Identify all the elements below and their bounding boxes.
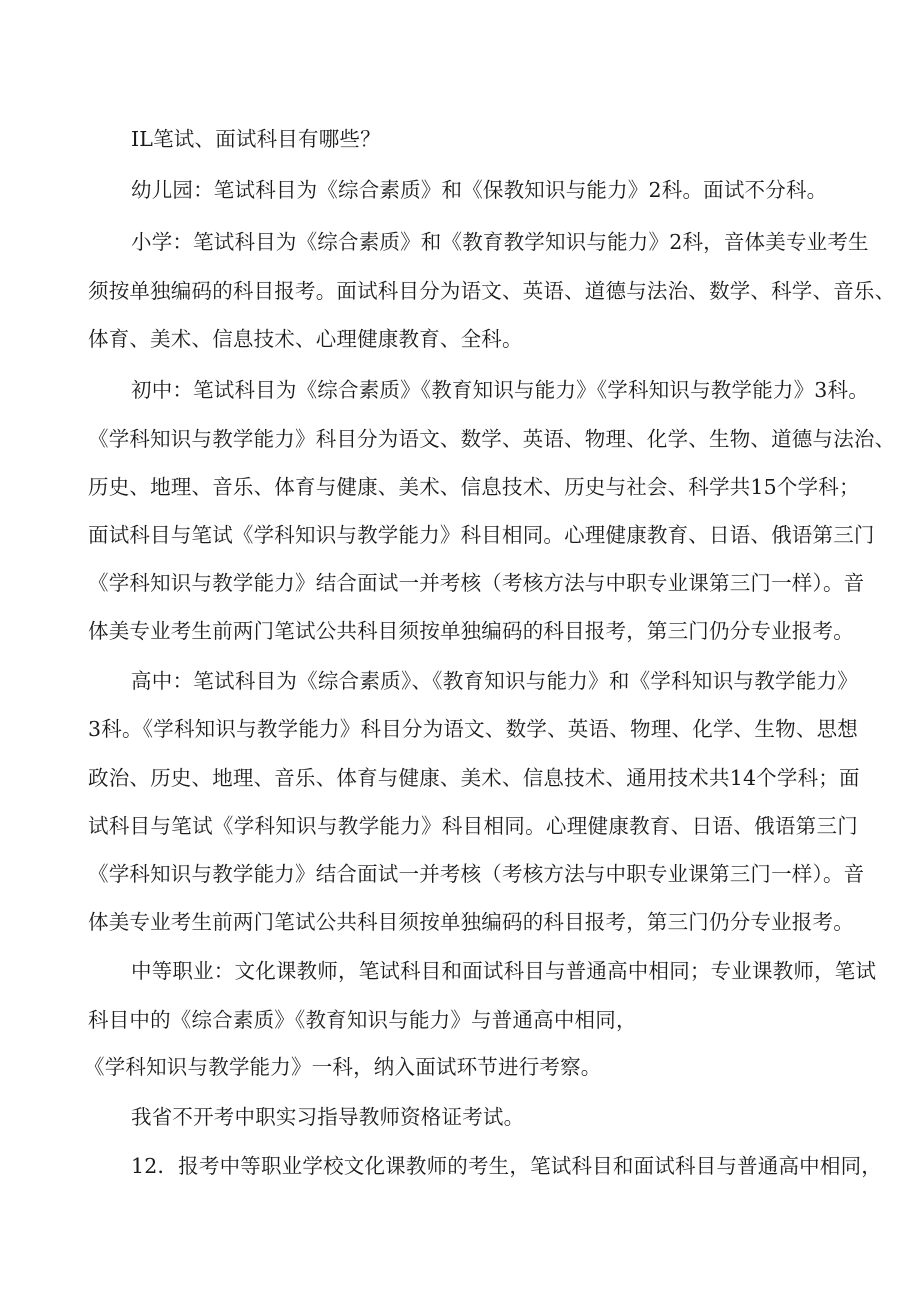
senior-paragraph-line-6: 体美专业考生前两门笔试公共科目须按单独编码的科目报考，第三门仍分专业报考。 <box>88 910 854 934</box>
senior-paragraph-line-3: 政治、历史、地理、音乐、体育与健康、美术、信息技术、通用技术共14个学科；面 <box>88 766 860 790</box>
junior-paragraph-line-6: 体美专业考生前两门笔试公共科目须按单独编码的科目报考，第三门仍分专业报考。 <box>88 619 854 643</box>
senior-paragraph-line-1: 高中：笔试科目为《综合素质》、《教育知识与能力》和《学科知识与教学能力》 <box>131 669 858 693</box>
kindergarten-paragraph-line-1: 幼儿园：笔试科目为《综合素质》和《保教知识与能力》2科。面试不分科。 <box>131 178 828 202</box>
junior-paragraph-line-3: 历史、地理、音乐、体育与健康、美术、信息技术、历史与社会、科学共15个学科； <box>88 475 860 499</box>
junior-paragraph-line-1: 初中：笔试科目为《综合素质》《教育知识与能力》《学科知识与教学能力》3科。 <box>131 378 869 402</box>
vocational-paragraph-line-1: 中等职业：文化课教师，笔试科目和面试科目与普通高中相同；专业课教师，笔试 <box>131 959 877 983</box>
item-12-line-1: 12．报考中等职业学校文化课教师的考生，笔试科目和面试科目与普通高中相同， <box>131 1154 882 1178</box>
primary-paragraph-line-2: 须按单独编码的科目报考。面试科目分为语文、英语、道德与法治、数学、科学、音乐、 <box>88 279 896 303</box>
primary-paragraph-line-3: 体育、美术、信息技术、心理健康教育、全科。 <box>88 327 523 351</box>
primary-paragraph-line-1: 小学：笔试科目为《综合素质》和《教育教学知识与能力》2科，音体美专业考生 <box>131 230 869 254</box>
senior-paragraph-line-4: 试科目与笔试《学科知识与教学能力》科目相同。心理健康教育、日语、俄语第三门 <box>88 814 858 838</box>
junior-paragraph-line-2: 《学科知识与教学能力》科目分为语文、数学、英语、物理、化学、生物、道德与法治、 <box>88 427 896 451</box>
senior-paragraph-line-5: 《学科知识与教学能力》结合面试一并考核（考核方法与中职专业课第三门一样）。音 <box>88 862 865 886</box>
provincial-note: 我省不开考中职实习指导教师资格证考试。 <box>131 1105 525 1129</box>
vocational-paragraph-line-2: 科目中的《综合素质》《教育知识与能力》与普通高中相同， <box>88 1008 637 1032</box>
junior-paragraph-line-5: 《学科知识与教学能力》结合面试一并考核（考核方法与中职专业课第三门一样）。音 <box>88 571 865 595</box>
junior-paragraph-line-4: 面试科目与笔试《学科知识与教学能力》科目相同。心理健康教育、日语、俄语第三门 <box>88 523 875 547</box>
vocational-paragraph-line-3: 《学科知识与教学能力》一科，纳入面试环节进行考察。 <box>84 1055 602 1079</box>
question-heading: IL笔试、面试科目有哪些？ <box>131 127 381 151</box>
senior-paragraph-line-2: 3科。《学科知识与教学能力》科目分为语文、数学、英语、物理、化学、生物、思想 <box>88 717 858 741</box>
